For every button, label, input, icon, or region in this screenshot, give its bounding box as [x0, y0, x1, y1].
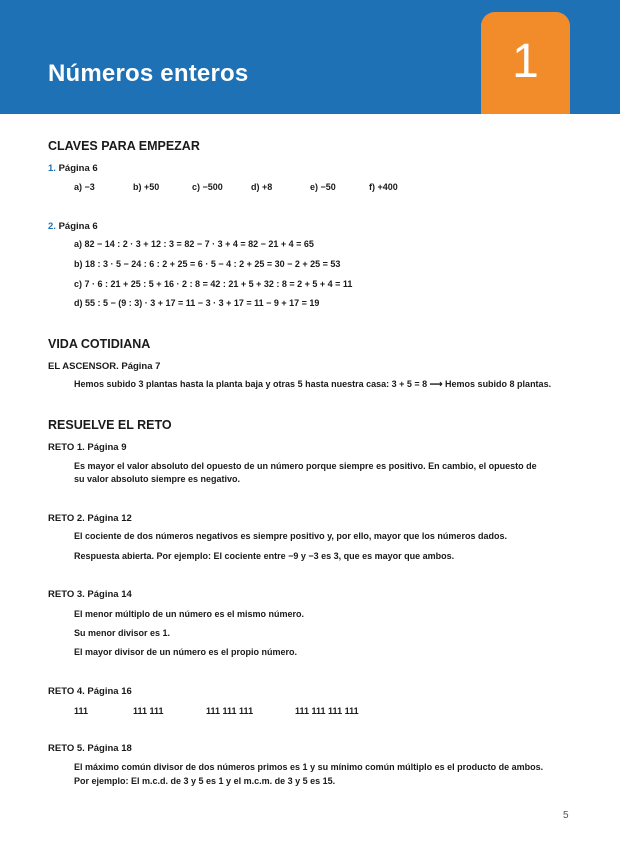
reto-4-value-1: 111 — [74, 706, 89, 716]
reto-4-label: RETO 4. Página 16 — [48, 686, 132, 697]
ex1-option-a: a) −3 — [74, 182, 95, 192]
chapter-number: 1 — [512, 35, 539, 88]
reto-5-label: RETO 5. Página 18 — [48, 743, 132, 754]
exercise-1-page: Página 6 — [58, 163, 98, 174]
ex1-option-f: f) +400 — [369, 182, 398, 192]
section-heading-claves: CLAVES PARA EMPEZAR — [48, 139, 200, 153]
reto-3-text-3: El mayor divisor de un número es el propio número. — [74, 647, 298, 657]
ex1-option-d: d) +8 — [251, 182, 273, 192]
reto-5-text-1: El máximo común divisor de dos números primos es 1 y su mínimo común múltiplo es el producto de ambos. — [74, 762, 544, 772]
ex2-line-b: b) 18 : 3 · 5 − 24 : 6 : 2 + 25 = 6 · 5 − 4 : 2 + 25 = 30 − 2 + 25 = 53 — [74, 259, 341, 269]
reto-2-label: RETO 2. Página 12 — [48, 513, 132, 524]
exercise-1-number: 1. — [48, 163, 56, 174]
chapter-title: Números enteros — [48, 60, 249, 87]
exercise-2-label — [48, 221, 98, 232]
ex1-option-b: b) +50 — [133, 182, 160, 192]
ex1-option-c: c) −500 — [192, 182, 223, 192]
exercise-1-label — [48, 163, 98, 174]
reto-2-text-1: El cociente de dos números negativos es siempre positivo y, por ello, mayor que los números dados. — [74, 531, 507, 541]
reto-1-label: RETO 1. Página 9 — [48, 442, 127, 453]
ex1-option-e: e) −50 — [310, 182, 336, 192]
reto-4-value-3: 111 111 111 — [206, 706, 254, 716]
reto-4-value-4: 111 111 111 111 — [295, 706, 359, 716]
section-heading-vida: VIDA COTIDIANA — [48, 337, 151, 351]
ex2-line-a: a) 82 − 14 : 2 · 3 + 12 : 3 = 82 − 7 · 3 + 4 = 82 − 21 + 4 = 65 — [74, 239, 314, 249]
chapter-header-band — [0, 0, 620, 114]
exercise-2-number: 2. — [48, 221, 56, 232]
reto-3-text-2: Su menor divisor es 1. — [74, 628, 171, 638]
chapter-number-tab — [481, 12, 570, 114]
reto-3-text-1: El menor múltiplo de un número es el mismo número. — [74, 609, 305, 619]
reto-2-text-2: Respuesta abierta. Por ejemplo: El cociente entre −9 y −3 es 3, que es mayor que ambos. — [74, 551, 455, 561]
ex2-line-d: d) 55 : 5 − (9 : 3) · 3 + 17 = 11 − 3 · 3 + 17 = 11 − 9 + 17 = 19 — [74, 298, 320, 308]
ex2-line-c: c) 7 · 6 : 21 + 25 : 5 + 16 · 2 : 8 = 42 : 21 + 5 + 32 : 8 = 2 + 5 + 4 = 11 — [74, 279, 353, 289]
vida-text: Hemos subido 3 plantas hasta la planta baja y otras 5 hasta nuestra casa: 3 + 5 = 8 ⟶ Hemos subido 8 plantas. — [74, 379, 552, 389]
exercise-2-page: Página 6 — [58, 221, 98, 232]
reto-5-text-2: Por ejemplo: El m.c.d. de 3 y 5 es 1 y el m.c.m. de 3 y 5 es 15. — [74, 776, 336, 786]
reto-1-text: Es mayor el valor absoluto del opuesto de un número porque siempre es positivo. En cambio, el opuesto de su valor absoluto siempre es negativo. — [74, 461, 537, 484]
vida-label: EL ASCENSOR. Página 7 — [48, 361, 161, 372]
reto-4-value-2: 111 111 — [133, 706, 164, 716]
reto-3-label: RETO 3. Página 14 — [48, 589, 132, 600]
page-number: 5 — [563, 810, 569, 821]
section-heading-reto: RESUELVE EL RETO — [48, 418, 172, 432]
